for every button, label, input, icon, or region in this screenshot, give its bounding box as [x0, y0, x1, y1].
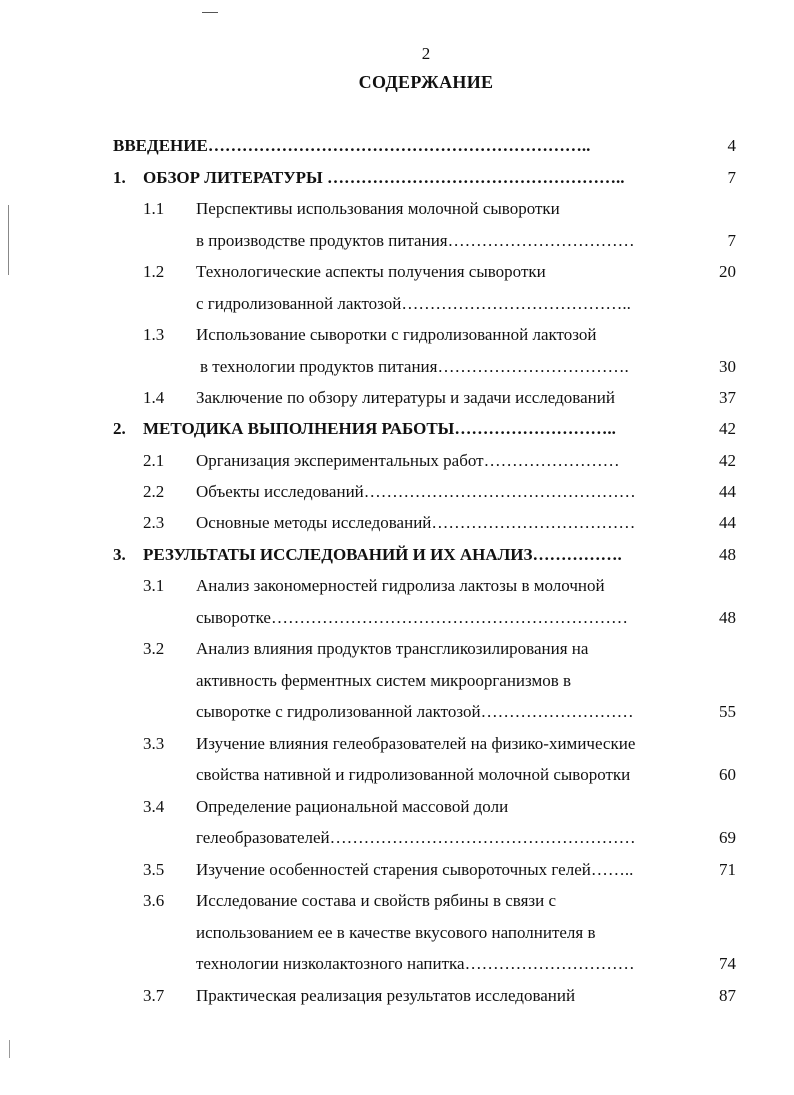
toc-entry-3-5: Изучение особенностей старения сывороточных гелей……..	[196, 860, 634, 879]
section-number: 3.2	[143, 639, 165, 658]
toc-page: 44	[719, 513, 736, 532]
toc-entry-1-3: Использование сыворотки с гидролизованной лактозой	[196, 325, 597, 344]
section-number: 1.1	[143, 199, 165, 218]
toc-entry-3-2: Анализ влияния продуктов трансгликозилирования на	[196, 639, 589, 658]
toc-page: 7	[727, 168, 736, 187]
toc-entry-intro: ВВЕДЕНИЕ…………………………………………………………..	[113, 136, 591, 155]
toc-entry-3-2-cont: активность ферментных систем микроорганизмов в	[196, 671, 572, 690]
scan-mark	[202, 12, 218, 13]
toc-entry-2-1: Организация экспериментальных работ……………………	[196, 451, 620, 470]
toc-entry-3-6-cont: технологии низколактозного напитка…………………………	[196, 954, 635, 973]
toc-page: 55	[719, 702, 736, 721]
section-number: 1.3	[143, 325, 165, 344]
section-number: 2.1	[143, 451, 165, 470]
toc-entry-3-2-cont: сыворотке с гидролизованной лактозой………………………	[196, 702, 634, 721]
toc-page: 37	[719, 388, 736, 407]
toc-entry-2-3: Основные методы исследований………………………………	[196, 513, 636, 532]
toc-page: 71	[719, 860, 736, 879]
toc-page: 48	[719, 608, 736, 627]
toc-entry-3-6: Исследование состава и свойств рябины в связи с	[196, 891, 556, 910]
toc-page: 30	[719, 357, 736, 376]
toc-entry-1-1: Перспективы использования молочной сыворотки	[196, 199, 560, 218]
toc-page: 42	[719, 451, 736, 470]
toc-page: 74	[719, 954, 736, 973]
toc-entry-chapter-1: ОБЗОР ЛИТЕРАТУРЫ ……………………………………………..	[143, 168, 625, 187]
scan-mark	[8, 205, 9, 275]
toc-page: 4	[727, 136, 736, 155]
page-number: 2	[421, 44, 431, 63]
toc-page: 20	[719, 262, 736, 281]
section-number: 2.3	[143, 513, 165, 532]
section-number: 3.4	[143, 797, 165, 816]
toc-entry-1-2: Технологические аспекты получения сыворотки	[196, 262, 546, 281]
section-number: 3.1	[143, 576, 165, 595]
toc-page: 7	[727, 231, 736, 250]
toc-entry-3-3-cont: свойства нативной и гидролизованной молочной сыворотки	[196, 765, 631, 784]
toc-entry-1-4: Заключение по обзору литературы и задачи исследований	[196, 388, 615, 407]
toc-page: 44	[719, 482, 736, 501]
toc-page: 48	[719, 545, 736, 564]
toc-entry-3-4-cont: гелеобразователей………………………………………………	[196, 828, 636, 847]
toc-entry-3-3: Изучение влияния гелеобразователей на физико-химические	[196, 734, 636, 753]
section-number: 1.2	[143, 262, 165, 281]
toc-entry-chapter-2: МЕТОДИКА ВЫПОЛНЕНИЯ РАБОТЫ………………………..	[143, 419, 616, 438]
section-number: 1.4	[143, 388, 165, 407]
toc-entry-2-2: Объекты исследований…………………………………………	[196, 482, 636, 501]
section-number: 3.5	[143, 860, 165, 879]
chapter-number: 1.	[113, 168, 126, 187]
chapter-number: 3.	[113, 545, 126, 564]
section-number: 3.7	[143, 986, 165, 1005]
scan-mark	[9, 1040, 10, 1058]
toc-page: 69	[719, 828, 736, 847]
section-number: 3.3	[143, 734, 165, 753]
toc-entry-chapter-3: РЕЗУЛЬТАТЫ ИССЛЕДОВАНИЙ И ИХ АНАЛИЗ…………….	[143, 545, 622, 564]
toc-entry-1-3-cont: в технологии продуктов питания…………………………….	[200, 357, 629, 376]
toc-page: 60	[719, 765, 736, 784]
chapter-number: 2.	[113, 419, 126, 438]
toc-entry-3-4: Определение рациональной массовой доли	[196, 797, 509, 816]
toc-entry-1-2-cont: с гидролизованной лактозой…………………………………..	[196, 294, 631, 313]
toc-entry-3-6-cont: использованием ее в качестве вкусового наполнителя в	[196, 923, 596, 942]
toc-entry-3-1-cont: сыворотке………………………………………………………	[196, 608, 628, 627]
toc-page: 42	[719, 419, 736, 438]
toc-entry-3-7: Практическая реализация результатов исследований	[196, 986, 576, 1005]
toc-page: 87	[719, 986, 736, 1005]
toc-entry-3-1: Анализ закономерностей гидролиза лактозы в молочной	[196, 576, 605, 595]
section-number: 3.6	[143, 891, 165, 910]
page-title: СОДЕРЖАНИЕ	[358, 72, 494, 92]
section-number: 2.2	[143, 482, 165, 501]
toc-entry-1-1-cont: в производстве продуктов питания……………………………	[196, 231, 635, 250]
